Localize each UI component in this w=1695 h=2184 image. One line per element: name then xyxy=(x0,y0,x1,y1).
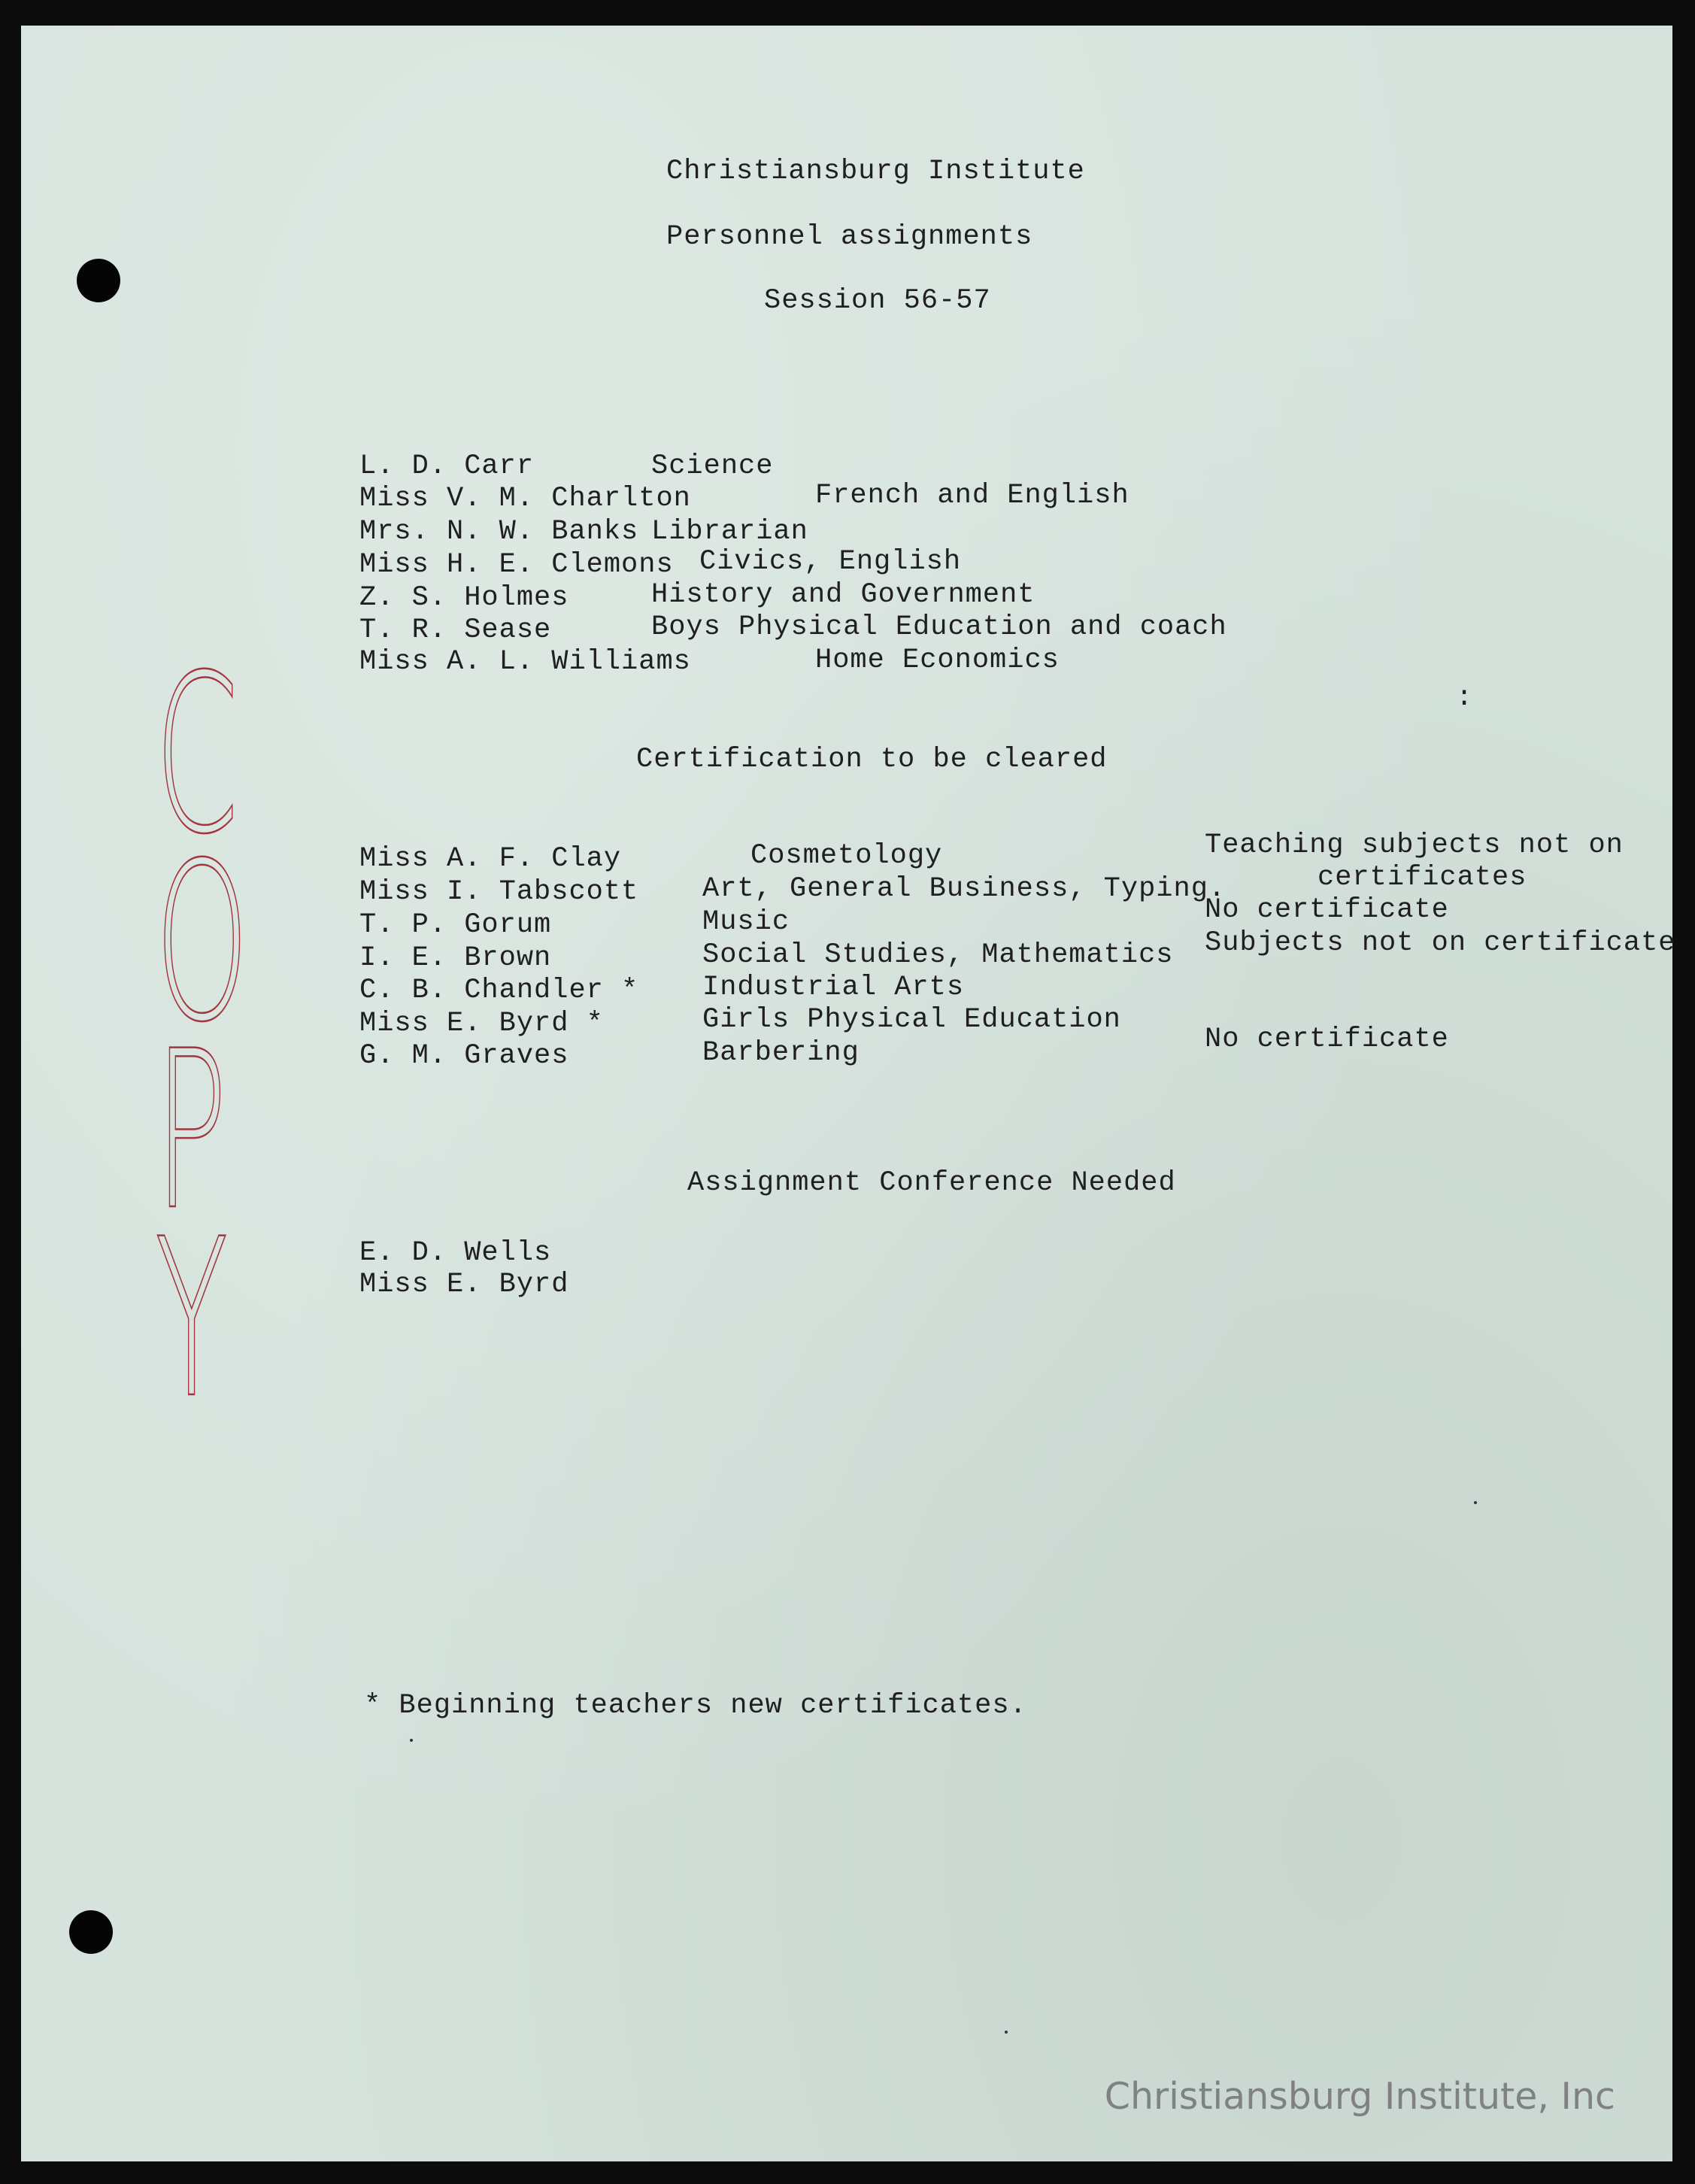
cert-name: Miss E. Byrd * xyxy=(359,1008,604,1039)
conference-heading: Assignment Conference Needed xyxy=(687,1167,1176,1199)
assignment-subject: Boys Physical Education and coach xyxy=(651,611,1227,643)
assignment-subject: French and English xyxy=(815,480,1129,511)
assignment-name: T. R. Sease xyxy=(359,614,552,646)
assignment-subject: Science xyxy=(651,450,774,482)
paper-speck xyxy=(1474,1501,1477,1504)
conference-name: E. D. Wells xyxy=(359,1237,552,1269)
assignment-name: Miss A. L. Williams xyxy=(359,646,691,678)
assignment-subject: Home Economics xyxy=(815,645,1060,676)
paper-speck xyxy=(410,1739,413,1742)
copy-stamp-letter: Y xyxy=(155,1193,229,1446)
punch-hole-bottom xyxy=(69,1910,113,1954)
assignment-name: L. D. Carr xyxy=(359,450,535,482)
copy-stamp-letter: C xyxy=(155,629,239,882)
cert-subject: Industrial Arts xyxy=(702,972,965,1003)
assignment-subject: History and Government xyxy=(651,579,1035,611)
cert-name: Miss I. Tabscott xyxy=(359,876,639,908)
cert-name: T. P. Gorum xyxy=(359,909,552,941)
document-page xyxy=(21,26,1672,2161)
conference-name: Miss E. Byrd xyxy=(359,1269,569,1300)
punch-hole-top xyxy=(77,259,120,302)
cert-note: Subjects not on certificate xyxy=(1205,927,1676,959)
cert-note: No certificate xyxy=(1205,894,1449,926)
cert-subject: Music xyxy=(702,906,790,938)
cert-subject: Girls Physical Education xyxy=(702,1004,1121,1036)
paper-speck xyxy=(1005,2031,1008,2034)
cert-note: No certificate xyxy=(1205,1024,1449,1055)
cert-note: Teaching subjects not on xyxy=(1205,830,1624,861)
cert-subject: Social Studies, Mathematics xyxy=(702,939,1174,971)
cert-name: Miss A. F. Clay xyxy=(359,843,622,875)
cert-name: C. B. Chandler * xyxy=(359,975,639,1006)
assignment-name: Miss V. M. Charlton xyxy=(359,483,691,514)
cert-name: I. E. Brown xyxy=(359,942,552,974)
assignment-subject: Librarian xyxy=(651,516,808,548)
copy-stamp-letter: P xyxy=(155,1005,228,1258)
cert-subject: Art, General Business, Typing. xyxy=(702,873,1227,905)
cert-note-continued: certificates xyxy=(1317,862,1527,893)
assignment-name: Mrs. N. W. Banks xyxy=(359,516,639,548)
copy-stamp-letter: O xyxy=(155,817,250,1070)
assignment-subject: Civics, English xyxy=(699,546,962,578)
footnote: * Beginning teachers new certificates. xyxy=(364,1690,1027,1721)
cert-name: G. M. Graves xyxy=(359,1040,569,1072)
assignment-name: Z. S. Holmes xyxy=(359,582,569,614)
document-subtitle: Personnel assignments xyxy=(666,221,1033,253)
session-label: Session 56-57 xyxy=(764,285,991,317)
margin-mark: : xyxy=(1456,682,1474,714)
certification-heading: Certification to be cleared xyxy=(636,744,1108,775)
institution-title: Christiansburg Institute xyxy=(666,156,1085,187)
cert-subject: Cosmetology xyxy=(750,840,943,872)
copy-stamp xyxy=(155,629,250,1446)
archive-watermark: Christiansburg Institute, Inc xyxy=(1104,2075,1615,2118)
assignment-name: Miss H. E. Clemons xyxy=(359,549,674,581)
cert-subject: Barbering xyxy=(702,1037,860,1069)
